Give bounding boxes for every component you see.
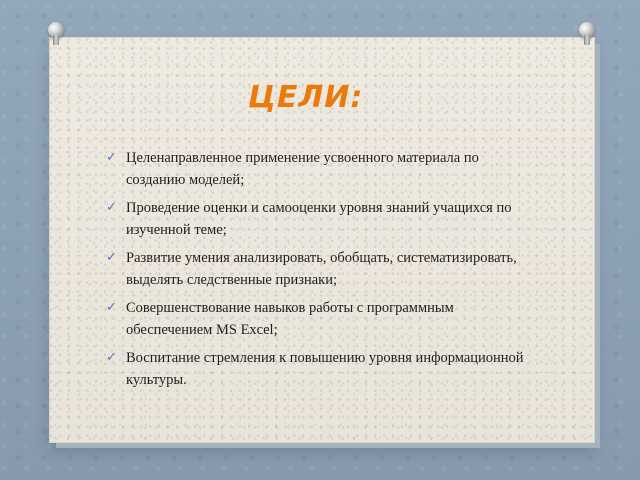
slide-title: ЦЕЛИ: xyxy=(248,80,364,115)
goal-text-3: Развитие умения анализировать, обобщать, систематизировать, выделять следственные признаки; xyxy=(126,250,517,288)
checkmark-icon: ✓ xyxy=(106,150,117,165)
goal-item-3 xyxy=(102,247,540,291)
goal-item-4 xyxy=(102,297,540,341)
goal-text-1: Целенаправленное применение усвоенного материала по созданию моделей; xyxy=(126,150,479,188)
checkmark-icon: ✓ xyxy=(106,300,117,315)
goals-list xyxy=(102,147,540,397)
pushpin-icon-right xyxy=(578,22,596,46)
goal-text-5: Воспитание стремления к повышению уровня информационной культуры. xyxy=(126,350,524,388)
goal-item-2 xyxy=(102,197,540,241)
checkmark-icon: ✓ xyxy=(106,250,117,265)
goal-text-2: Проведение оценки и самооценки уровня знаний учащихся по изученной теме; xyxy=(126,200,512,238)
goal-item-5 xyxy=(102,347,540,391)
goal-item-1 xyxy=(102,147,540,191)
pushpin-icon-left xyxy=(47,22,65,46)
checkmark-icon: ✓ xyxy=(106,350,117,365)
pushpin-neck xyxy=(584,35,590,45)
checkmark-icon: ✓ xyxy=(106,200,117,215)
goal-text-4: Совершенствование навыков работы с программным обеспечением MS Excel; xyxy=(126,300,454,338)
pushpin-neck xyxy=(53,35,59,45)
